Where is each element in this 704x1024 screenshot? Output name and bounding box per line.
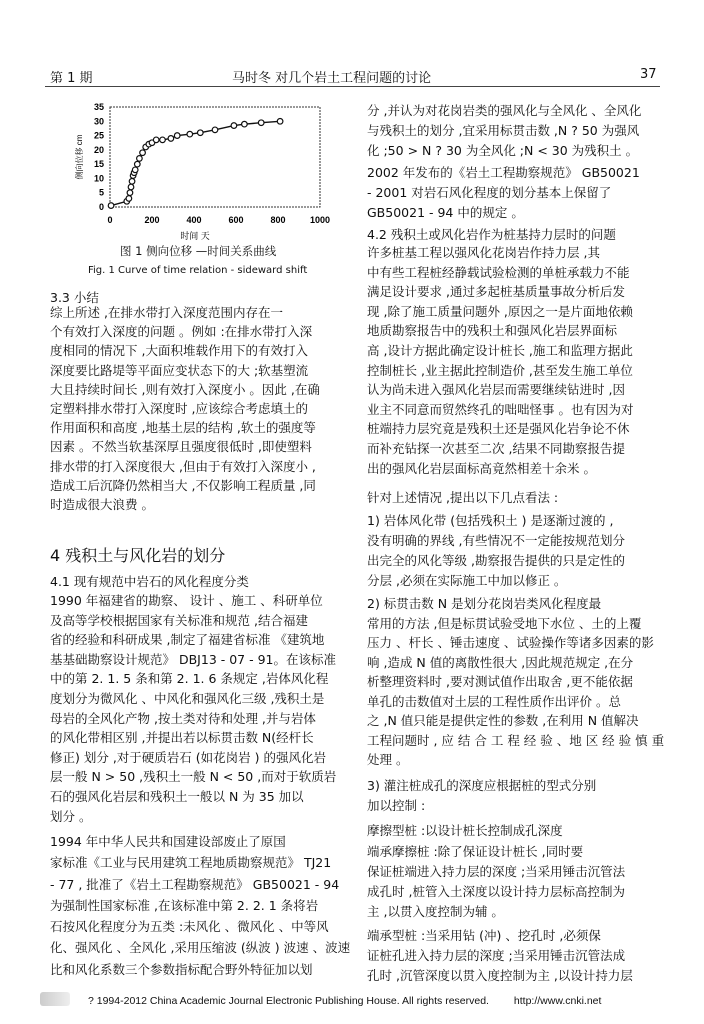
text-line: 个有效打入深度的问题 。例如 :在排水带打入深	[50, 324, 313, 340]
text-line: 分层 ,必须在实际施工中加以修正 。	[367, 573, 567, 588]
footer	[88, 995, 623, 1007]
text-line: 出的强风化岩层面标高竟然相差十余米 。	[367, 460, 596, 476]
y-tick-label: 35	[93, 102, 104, 112]
text-line: 桩端持力层究竟是残积土还是强风化岩争论不休	[367, 421, 630, 437]
text-line: GB50021 - 94 中的规定 。	[367, 205, 524, 220]
x-tick-label: 1000	[309, 215, 331, 225]
text-line: 出完全的风化等级 ,勘察报告提供的只是定性的	[367, 553, 625, 568]
text-line: 为强制性国家标准 ,在该标准中第 2. 2. 1 条将岩	[50, 897, 319, 913]
text-line: 比和风化系数三个参数指标配合野外特征加以划	[50, 961, 313, 977]
data-point	[135, 161, 141, 167]
text-line: 现 ,除了施工质量问题外 ,原因之一是片面地依赖	[367, 303, 633, 319]
figure-caption-en: Fig. 1 Curve of time relation - sideward shift	[88, 265, 308, 276]
page-number: 37	[640, 67, 657, 82]
text-line: 高 ,设计方据此确定设计桩长 ,施工和监理方据此	[367, 342, 633, 358]
paragraph	[367, 163, 657, 223]
text-line: 省的经验和科研成果 ,制定了福建省标准 《建筑地	[50, 632, 325, 648]
paragraph	[367, 488, 657, 508]
text-line: 主 ,以贯入度控制为辅 。	[367, 904, 504, 919]
paragraph	[50, 303, 345, 514]
y-tick-label: 0	[98, 202, 104, 212]
text-line: 而补充钻探一次甚至二次 ,结果不同勘察报告提	[367, 440, 625, 456]
text-line: 2) 标贯击数 N 是划分花岗岩类风化程度最	[367, 596, 602, 611]
text-line: 加以控制 :	[367, 797, 426, 813]
paragraph	[367, 821, 657, 841]
text-line: 化、强风化 、全风化 ,采用压缩波 (纵波 ) 波速 、波速	[50, 940, 351, 956]
y-axis-label: 侧向位移 cm	[75, 134, 84, 180]
data-point	[187, 131, 193, 137]
text-line: 综上所述 ,在排水带打入深度范围内存在一	[50, 305, 283, 320]
text-line: 2002 年发布的《岩土工程勘察规范》 GB50021	[367, 165, 640, 180]
data-point	[212, 127, 218, 133]
data-point	[129, 178, 135, 184]
text-line: 大且持续时间长 ,则有效打入深度小 。因此 ,在确	[50, 381, 320, 397]
text-line: 修正) 划分 ,对于硬质岩石 (如花岗岩 ) 的强风化岩	[50, 749, 326, 765]
y-tick-label: 5	[98, 187, 104, 198]
data-point	[127, 190, 133, 196]
text-line: 化 ;50 > N ? 30 为全风化 ;N < 30 为残积土 。	[367, 143, 639, 158]
data-point	[140, 150, 146, 156]
data-point	[174, 133, 180, 139]
text-line: 中的第 2. 1. 5 条和第 2. 1. 6 条规定 ,岩体风化程	[50, 671, 329, 687]
x-tick-label: 800	[270, 215, 286, 225]
text-line: 度相同的情况下 ,大面积堆载作用下的有效打入	[50, 343, 308, 359]
data-point	[231, 123, 237, 129]
x-tick-label: 200	[144, 215, 160, 225]
copyright-text: ? 1994-2012 China Academic Journal Electronic Publishing House. All rights reserved.	[88, 995, 489, 1007]
text-line: 业主不同意而贸然终孔的咄咄怪事 。也有因为对	[367, 401, 634, 417]
text-line: 排水带的打入深度很大 ,但由于有效打入深度小 ,	[50, 458, 316, 474]
publisher-logo-icon	[40, 992, 70, 1006]
text-line: 3) 灌注桩成孔的深度应根据桩的型式分别	[367, 778, 597, 793]
text-line: 基基础勘察设计规范》 DBJ13 - 07 - 91。在该标准	[50, 651, 336, 667]
text-line: 石的强风化岩层和残积土一般以 N 为 35 加以	[50, 788, 304, 804]
data-point	[126, 196, 132, 202]
data-point	[128, 184, 134, 190]
y-tick-label: 30	[93, 116, 104, 127]
paragraph	[367, 243, 657, 478]
text-line: 层一般 N > 50 ,残积土一般 N < 50 ,而对于软质岩	[50, 769, 337, 785]
paragraph	[367, 926, 657, 985]
text-line: 单孔的击数值对土层的工程性质作出评价 。总	[367, 693, 621, 709]
text-line: 及高等学校根据国家有关标准和规范 ,结合福建	[50, 612, 308, 628]
paragraph	[367, 511, 657, 591]
text-line: 常用的方法 ,但是标贯试验受地下水位 、土的上覆	[367, 615, 642, 631]
text-line: 析整理资料时 ,要对测试值作出取舍 ,更不能依据	[367, 674, 633, 689]
text-line: 成孔时 ,桩管入土深度以设计持力层标高控制为	[367, 884, 625, 899]
paragraph	[367, 776, 657, 815]
text-line: 保证桩端进入持力层的深度 ;当采用锤击沉管法	[367, 864, 626, 879]
figure-chart	[45, 95, 345, 240]
text-line: 划分 。	[50, 808, 92, 824]
text-line: 认为尚未进入强风化岩层而需要继续钻进时 ,因	[367, 382, 625, 398]
text-line: 度划分为微风化 、中风化和强风化三级 ,残积土是	[50, 690, 325, 706]
data-point	[153, 137, 159, 143]
text-line: - 77 , 批准了《岩土工程勘察规范》 GB50021 - 94	[50, 876, 340, 892]
text-line: 之 ,N 值只能是提供定性的参数 ,在利用 N 值解决	[367, 713, 639, 728]
footer-url[interactable]: http://www.cnki.net	[513, 995, 602, 1007]
issue-number: 第 1 期	[50, 71, 93, 86]
y-tick-label: 25	[93, 130, 104, 141]
text-line: 因素 。不然当软基深厚且强度很低时 ,即使塑料	[50, 439, 312, 455]
x-tick-label: 600	[228, 215, 244, 225]
text-line: 响 ,造成 N 值的离散性很大 ,因此规范规定 ,在分	[367, 654, 634, 670]
paragraph	[50, 831, 351, 980]
section-4-heading: 4 残积土与风化岩的划分	[50, 546, 226, 565]
x-axis-label: 时间 天	[180, 231, 210, 240]
x-tick-label: 0	[107, 215, 113, 225]
data-point	[258, 120, 264, 126]
paragraph	[50, 591, 345, 826]
running-title: 马时冬 对几个岩土工程问题的讨论	[232, 71, 432, 86]
text-line: 时造成很大浪费 。	[50, 496, 154, 512]
data-point	[132, 167, 138, 173]
text-line: 针对上述情况 ,提出以下几点看法 :	[367, 490, 559, 505]
text-line: 控制桩长 ,业主据此控制造价 ,甚至发生施工单位	[367, 362, 633, 378]
data-point	[137, 156, 143, 162]
text-line: 定塑料排水带打入深度时 ,应该综合考虑填土的	[50, 400, 308, 416]
text-line: 造成工后沉降仍然相当大 ,不仅影响工程质量 ,同	[50, 477, 316, 493]
text-line: 与残积土的划分 ,宜采用标贯击数 ,N ? 50 为强风	[367, 123, 640, 138]
text-line: 端承型桩 :当采用钻 (冲) 、挖孔时 ,必须保	[367, 928, 601, 943]
x-tick-label: 400	[186, 215, 202, 225]
text-line: 压力 、杆长 、锤击速度 、试验操作等诸多因素的影	[367, 635, 654, 650]
text-line: 中有些工程桩经静载试验检测的单桩承载力不能	[367, 264, 630, 280]
text-line: 孔时 ,沉管深度以贯入度控制为主 ,以设计持力层	[367, 967, 633, 983]
data-point	[108, 203, 114, 209]
data-point	[242, 121, 248, 127]
text-line: 石按风化程度分为五类 :未风化 、微风化 、中等风	[50, 919, 329, 935]
section-4-2-heading: 4.2 残积土或风化岩作为桩基持力层时的问题	[367, 227, 616, 242]
text-line: 的风化带相区别 ,并提出若以标贯击数 N(经杆长	[50, 730, 314, 746]
data-point	[277, 118, 283, 124]
y-tick-label: 20	[93, 144, 104, 155]
text-line: 处理 。	[367, 752, 409, 767]
text-line: 端承摩擦桩 :除了保证设计桩长 ,同时要	[367, 844, 584, 859]
data-point	[198, 130, 204, 136]
figure-caption-cn: 图 1 侧向位移 —时间关系曲线	[120, 244, 277, 258]
text-line: - 2001 对岩石风化程度的划分基本上保留了	[367, 185, 612, 200]
paragraph	[367, 842, 657, 922]
text-line: 许多桩基工程以强风化花岗岩作持力层 ,其	[367, 245, 600, 260]
paragraph	[367, 594, 665, 770]
section-3-3-heading: 3.3 小结	[50, 290, 99, 305]
text-line: 1990 年福建省的勘察、 设计 、施工 、科研单位	[50, 593, 323, 608]
text-line: 1994 年中华人民共和国建设部废止了原国	[50, 834, 286, 849]
text-line: 深度要比路堤等平面应变状态下的大 ;软基塑流	[50, 362, 309, 378]
y-tick-label: 15	[93, 159, 104, 170]
text-line: 1) 岩体风化带 (包括残积土 ) 是逐渐过渡的 ,	[367, 513, 614, 528]
y-tick-label: 10	[93, 173, 104, 184]
text-line: 家标准《工业与民用建筑工程地质勘察规范》 TJ21	[50, 855, 332, 871]
text-line: 地质勘察报告中的残积土和强风化岩层界面标	[367, 323, 618, 339]
text-line: 证桩孔进入持力层的深度 ;当采用锤击沉管法成	[367, 947, 626, 963]
text-line: 母岩的全风化产物 ,按土类对待和处理 ,并与岩体	[50, 710, 316, 726]
text-line: 满足设计要求 ,通过多起桩基质量事故分析后发	[367, 284, 625, 300]
text-line: 分 ,并认为对花岗岩类的强风化与全风化 、全风化	[367, 103, 642, 118]
text-line: 工程问题时 , 应 结 合 工 程 经 验 、地 区 经 验 慎 重	[367, 732, 665, 748]
data-point	[168, 136, 174, 142]
header-rule	[45, 86, 660, 87]
text-line: 作用面积和高度 ,地基土层的结构 ,软土的强度等	[50, 420, 316, 436]
text-line: 没有明确的界线 ,有些情况不一定能按规范划分	[367, 533, 625, 548]
section-4-1-heading: 4.1 现有规范中岩石的风化程度分类	[50, 574, 249, 589]
paragraph	[367, 101, 657, 161]
data-point	[160, 137, 166, 143]
text-line: 摩擦型桩 :以设计桩长控制成孔深度	[367, 823, 563, 838]
